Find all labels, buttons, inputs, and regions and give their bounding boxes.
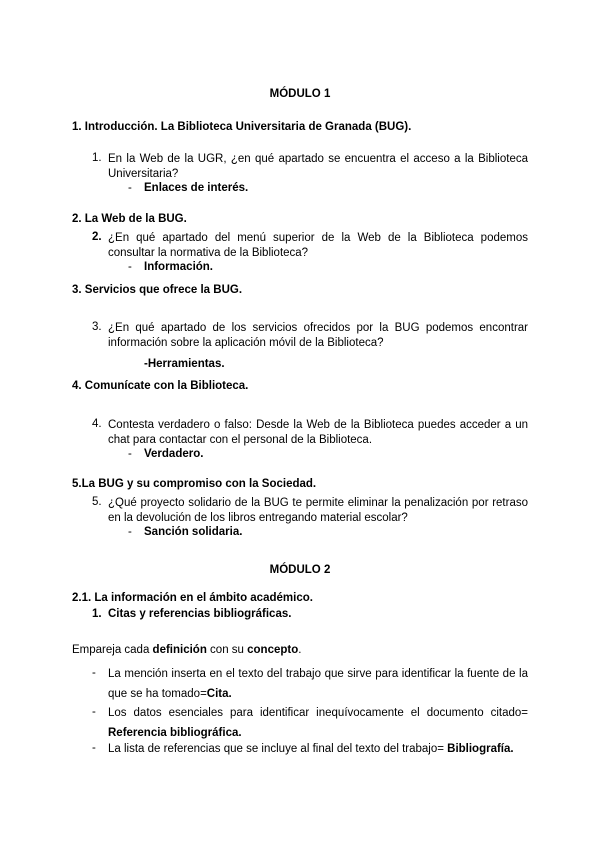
subsection-number: 1.: [92, 608, 102, 620]
answer-2: Información.: [144, 261, 214, 273]
question-1-number: 1.: [92, 152, 102, 164]
instruction-concepto: concepto: [247, 644, 299, 656]
answer-3: -Herramientas.: [144, 358, 225, 370]
module-2-title: MÓDULO 2: [269, 564, 331, 576]
question-4-number: 4.: [92, 418, 102, 430]
question-5-text: ¿Qué proyecto solidario de la BUG te permite eliminar la penalización por retraso en la devolución de los libros entregando material escolar?: [108, 497, 528, 524]
section-5-heading: 5.La BUG y su compromiso con la Sociedad.: [72, 478, 317, 490]
question-4-text: Contesta verdadero o falso: Desde la Web de la Biblioteca puedes acceder a un chat para contactar con el personal de la Biblioteca.: [108, 419, 528, 446]
answer-2-dash: -: [128, 261, 132, 273]
question-3-text: ¿En qué apartado de los servicios ofrecidos por la BUG podemos encontrar información sobre la aplicación móvil de la Biblioteca?: [108, 322, 528, 349]
instruction: [72, 644, 301, 656]
answer-4-dash: -: [128, 448, 132, 460]
section-3-heading: 3. Servicios que ofrece la BUG.: [72, 284, 243, 296]
instruction-definicion: definición: [152, 644, 207, 656]
instruction-pre: Empareja cada: [72, 644, 153, 656]
answer-4: Verdadero.: [144, 448, 204, 460]
section-2-heading: 2. La Web de la BUG.: [72, 213, 187, 225]
section-2-1-heading: 2.1. La información en el ámbito académico.: [72, 592, 313, 604]
item-3-text: La lista de referencias que se incluye al final del texto del trabajo=: [108, 743, 448, 755]
answer-1: Enlaces de interés.: [144, 182, 249, 194]
question-2-text: ¿En qué apartado del menú superior de la Web de la Biblioteca podemos consultar la normativa de la Biblioteca?: [108, 232, 528, 259]
item-1-answer: Cita.: [206, 688, 232, 700]
item-3-dash: -: [92, 742, 96, 754]
answer-1-dash: -: [128, 182, 132, 194]
item-2: [108, 703, 528, 743]
item-2-text: Los datos esenciales para identificar inequívocamente el documento citado=: [108, 707, 528, 719]
subsection-title: Citas y referencias bibliográficas.: [108, 608, 292, 620]
item-3-answer: Bibliografía.: [447, 743, 514, 755]
item-1: [108, 664, 528, 704]
item-1-text: La mención inserta en el texto del trabajo que sirve para identificar la fuente de la que se ha tomado=: [108, 668, 528, 700]
question-1-text: En la Web de la UGR, ¿en qué apartado se encuentra el acceso a la Biblioteca Universitaria?: [108, 153, 528, 180]
item-3: [108, 739, 528, 759]
item-1-dash: -: [92, 667, 96, 679]
section-4-heading: 4. Comunícate con la Biblioteca.: [72, 380, 249, 392]
item-2-answer: Referencia bibliográfica.: [108, 727, 242, 739]
instruction-mid: con su: [206, 644, 248, 656]
item-2-dash: -: [92, 706, 96, 718]
instruction-post: .: [298, 644, 302, 656]
module-1-title: MÓDULO 1: [269, 88, 331, 100]
section-1-heading: 1. Introducción. La Biblioteca Universitaria de Granada (BUG).: [72, 121, 412, 133]
answer-5-dash: -: [128, 526, 132, 538]
answer-5: Sanción solidaria.: [144, 526, 243, 538]
question-5-number: 5.: [92, 496, 102, 508]
question-3-number: 3.: [92, 321, 102, 333]
question-2-number: 2.: [92, 231, 102, 243]
